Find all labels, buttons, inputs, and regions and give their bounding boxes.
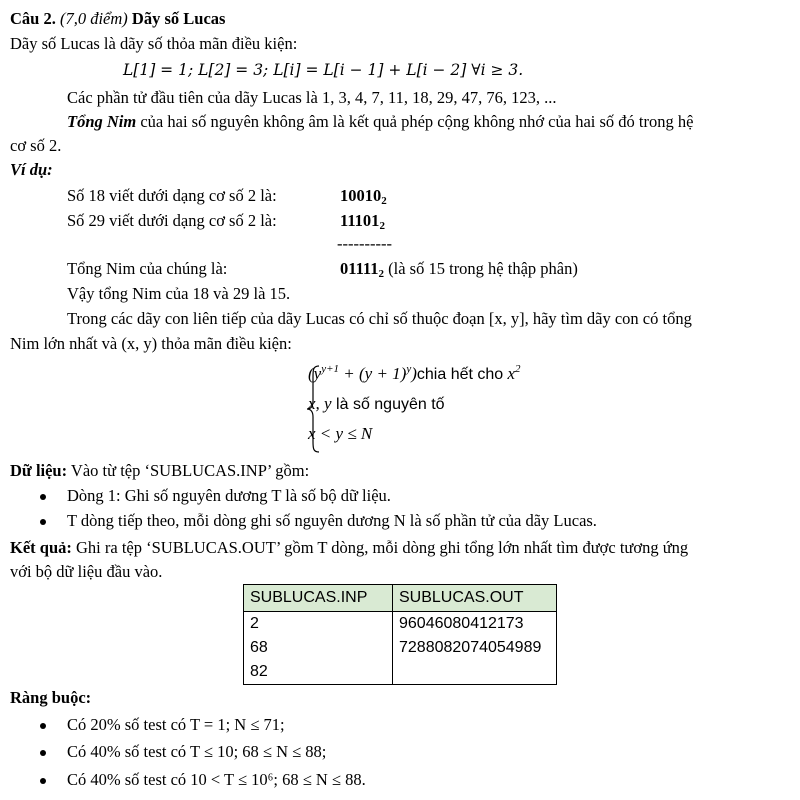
nim-definition-cont: cơ số 2. (10, 136, 62, 155)
constraint-item-1: Có 20% số test có T = 1; N ≤ 71; (67, 715, 285, 734)
example-row1-value: $10010_2$ (340, 186, 387, 207)
example-heading: Ví dụ: (10, 160, 53, 179)
first-elements: Các phần tử đầu tiên của dãy Lucas là 1, 3, 4, 7, 11, 18, 29, 47, 76, 123, ... (67, 88, 557, 107)
problem-title: Dãy số Lucas (131, 9, 226, 28)
example-row2-value: $11101_2$ (340, 211, 385, 232)
input-bullet-2: T dòng tiếp theo, mỗi dòng ghi số nguyên dương N là số phần tử của dãy Lucas. (67, 511, 597, 530)
bullet-icon (40, 723, 46, 729)
table-row (244, 660, 557, 685)
problem-header (10, 9, 225, 30)
table-row (244, 636, 557, 660)
output-description-cont: với bộ dữ liệu đầu vào. (10, 562, 163, 581)
table-cell: 68 (244, 636, 393, 660)
lucas-formula: L[1] = 1; L[2] = 3; L[i] = L[i − 1] + L[i − 2] ∀i ≥ 3. (123, 61, 524, 79)
nim-definition (67, 112, 693, 133)
problem-label: Câu 2. (10, 9, 56, 28)
condition-3: x < y ≤ N (308, 424, 373, 443)
constraint-item-3: Có 40% số test có 10 < T ≤ 10⁶; 68 ≤ N ≤ 88. (67, 770, 366, 789)
example-row2-label: Số 29 viết dưới dạng cơ số 2 là: (67, 211, 277, 230)
output-description: Kết quả: Ghi ra tệp ‘SUBLUCAS.OUT’ gồm T dòng, mỗi dòng ghi tổng lớn nhất tìm được tương ứng (10, 538, 689, 557)
bullet-icon (40, 519, 46, 525)
constraints-heading: Ràng buộc: (10, 688, 92, 707)
bullet-icon (40, 750, 46, 756)
example-row3-label: Tổng Nim của chúng là: (67, 259, 228, 278)
bullet-icon (40, 494, 46, 500)
table-header-out: SUBLUCAS.OUT (393, 585, 557, 612)
input-bullet-1: Dòng 1: Ghi số nguyên dương T là số bộ dữ liệu. (67, 486, 391, 505)
example-separator: ---------- (337, 234, 392, 253)
condition-2: x, y là số nguyên tố (308, 394, 445, 413)
example-row3-value: $01111_2$ (là số 15 trong hệ thập phân) (340, 259, 578, 280)
problem-points: (7,0 điểm) (59, 9, 128, 28)
output-label: Kết quả: (10, 538, 72, 557)
example-conclusion: Vậy tổng Nim của 18 và 29 là 15. (67, 284, 291, 303)
condition-1: ($y^{y+1} + (y$ + $1)^y)chia$ hết cho $x^2$ (308, 363, 521, 383)
table-cell (393, 660, 557, 685)
io-example-table (243, 584, 557, 685)
table-cell: 96046080412173 (393, 612, 557, 637)
example-row1-label: Số 18 viết dưới dạng cơ số 2 là: (67, 186, 277, 205)
nim-definition-text: của hai số nguyên không âm là kết quả phép cộng không nhớ của hai số đó trong hệ (136, 112, 694, 131)
table-cell: 7288082074054989 (393, 636, 557, 660)
table-cell: 82 (244, 660, 393, 685)
nim-term: Tổng Nim (67, 112, 137, 131)
table-header-row (244, 585, 557, 612)
bullet-icon (40, 778, 46, 784)
task-line1: Trong các dãy con liên tiếp của dãy Lucas có chỉ số thuộc đoạn [x, y], hãy tìm dãy con có tổng (67, 309, 692, 328)
input-description: Dữ liệu: Vào từ tệp ‘SUBLUCAS.INP’ gồm: (10, 461, 310, 480)
table-cell: 2 (244, 612, 393, 637)
constraint-item-2: Có 40% số test có T ≤ 10; 68 ≤ N ≤ 88; (67, 742, 327, 761)
table-header-inp: SUBLUCAS.INP (244, 585, 393, 612)
table-row (244, 612, 557, 637)
task-line2: Nim lớn nhất và (x, y) thỏa mãn điều kiện: (10, 334, 292, 353)
definition-text: Dãy số Lucas là dãy số thỏa mãn điều kiện: (10, 34, 298, 53)
input-label: Dữ liệu: (10, 461, 68, 480)
